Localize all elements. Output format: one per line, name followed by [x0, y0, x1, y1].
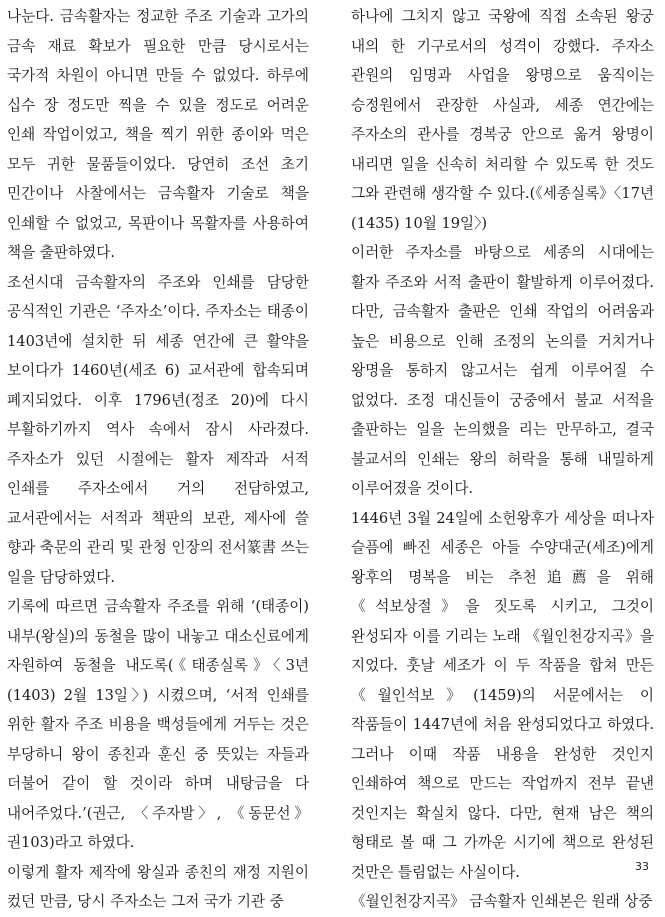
paragraph: 이렇게 활자 제작에 왕실과 종친의 재정 지원이 컸던 만큼, 당시 주자소는 그저 국가 기관 중 [7, 863, 309, 910]
right-column [351, 2, 654, 917]
paragraph: 《월인천강지곡》 금속활자 인쇄본은 원래 상중 [351, 893, 653, 910]
paragraph: 조선시대 금속활자의 주조와 인쇄를 담당한 공식적인 기관은 ‘주자소’이다. 주자소는 태종이 1403년에 설치한 뒤 세종 연간에 큰 활약을 보이다가 1460년(세조 6) 교서관에 합속되며 폐지되었다. 이후 1796년(정조 20)에 다시 부활하기까지 역사 속에서 잠시 사라졌다. 주자소가 있던 시절에는 활자 제작과 서적 인쇄를 주자소에서 거의 전담하였고, 교서관에서는 서적과 책판의 보관, 제사에 쓸 향과 축문의 관리 및 관청 인장의 전서篆書 쓰는 일을 담당하였다. [7, 273, 309, 586]
paragraph: 하나에 그치지 않고 국왕에 직접 소속된 왕궁 내의 한 기구로서의 성격이 강했다. 주자소 관원의 임명과 사업을 왕명으로 움직이는 승정원에서 관장한 사실과, 세종 연간에는 주자소의 관사를 경복궁 안으로 옮겨 왕명이 내리면 일을 신속히 처리할 수 있도록 한 것도 그와 관련해 생각할 수 있다.(《세종실록》〈17년(1435) 10월 19일〉) [351, 8, 654, 232]
paragraph: 나눈다. 금속활자는 정교한 주조 기술과 고가의 금속 재료 확보가 필요한 만큼 당시로서는 국가적 차원이 아니면 만들 수 없었다. 하루에 십수 장 정도만 찍을 수 있을 정도로 어려운 인쇄 작업이었고, 책을 찍기 위한 종이와 먹은 모두 귀한 물품들이었다. 당연히 조선 초기 민간이나 사찰에서는 금속활자 기술로 책을 인쇄할 수 없었고, 목판이나 목활자를 사용하여 책을 출판하였다. [7, 8, 309, 261]
paragraph: 이러한 주자소를 바탕으로 세종의 시대에는 활자 주조와 서적 출판이 활발하게 이루어졌다. 다만, 금속활자 출판은 인쇄 작업의 어려움과 높은 비용으로 인해 조정의 논의를 거치거나 왕명을 통하지 않고서는 쉽게 이루어질 수 없었다. 조정 대신들이 궁중에서 불교 서적을 출판하는 일을 논의했을 리는 만무하고, 결국 불교서의 인쇄는 왕의 허락을 통해 내밀하게 이루어졌을 것이다. [351, 244, 654, 497]
left-column [7, 2, 309, 917]
page-number: 33 [635, 860, 649, 873]
paragraph: 1446년 3월 24일에 소헌왕후가 세상을 떠나자 슬픔에 빠진 세종은 아들 수양대군(세조)에게 왕후의 명복을 비는 추천追薦을 위해 《석보상절》을 짓도록 시키고, 그것이 완성되자 이를 기리는 노래 《월인천강지곡》을 지었다. 훗날 세조가 이 두 작품을 합쳐 만든 《월인석보》(1459)의 서문에서는 이 작품들이 1447년에 처음 완성되었다고 하였다. 그러나 이때 작품 내용을 완성한 것인지 인쇄하여 책으로 만드는 작업까지 전부 끝낸 것인지는 확실치 않다. 다만, 현재 남은 책의 형태로 볼 때 그 가까운 시기에 책으로 완성된 것만은 틀림없는 사실이다. [351, 509, 654, 881]
paragraph: 기록에 따르면 금속활자 주조를 위해 ‘(태종이) 내부(왕실)의 동철을 많이 내놓고 대소신료에게 자원하여 동철을 내도록(《태종실록》〈3년(1403) 2월 13일〉) 시켰으며, ‘서적 인쇄를 위한 활자 주조 비용을 백성들에게 거두는 것은 부당하니 왕이 종친과 훈신 중 뜻있는 자들과 더불어 같이 할 것이라 하며 내탕금을 다 내어주었다.’(권근, 〈주자발〉, 《동문선》 권103)라고 하였다. [7, 598, 309, 851]
